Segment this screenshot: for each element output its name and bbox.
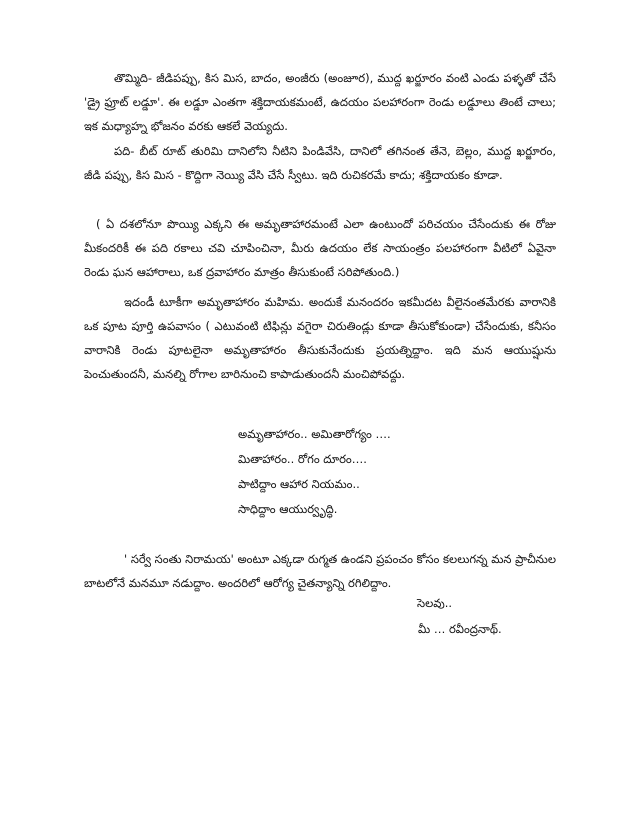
signature: మీ … రవీంద్రనాథ్. — [418, 622, 502, 636]
closing-paragraph: ' సర్వే సంతు నిరామయ' అంటూ ఎక్కడా రుగ్మత ఉండని ప్రపంచం కోసం కలలుగన్న మన ప్రాచీనుల బాటలోనే మనమూ నడుద్దాం. అందరిలో ఆరోగ్య చైతన్యాన్ని రగిలిద్దాం. — [84, 552, 556, 590]
verse-block — [238, 422, 498, 522]
verse-line: అమృతాహారం.. అమితారోగ్యం …. — [238, 427, 391, 441]
verse-line: మితాహారం.. రోగం దూరం…. — [238, 452, 367, 466]
paragraph-summary: ఇదండీ టూకీగా అమృతాహారం మహిమ. అందుకే మనందరం ఇకమీదట వీలైనంతమేరకు వారానికి ఒక పూట పూర్తి ఉపవాసం ( ఎటువంటి టిఫిన్లు వగైరా చిరుతిండ్లు కూడా తీసుకోకుండా) చేసేందుకు, కనీసం వారానికి రెండు పూటలైనా అమృతాహారం తీసుకునేందుకు ప్రయత్నిద్దాం. ఇది మన ఆయుష్షును పెంచుతుందనీ, మనల్ని రోగాల బారినుంచి కాపాడుతుందనీ మంచిపోవద్దు. — [84, 295, 556, 381]
paragraph-note: ( ఏ దశలోనూ పొయ్యి ఎక్కని ఈ అమృతాహారమంటే ఎలా ఉంటుందో పరిచయం చేసేందుకు ఈ రోజు మీకందరికీ ఈ పది రకాలు చవి చూపించినా, మీరు ఉదయం లేక సాయంత్రం పలహారంగా వీటిలో ఏవైనా రెండు ఘన ఆహారాలు, ఒక ద్రవాహారం మాత్రం తీసుకుంటే సరిపోతుంది.) — [84, 217, 556, 279]
thanks-text: సెలవు.. — [417, 596, 453, 610]
paragraph-ten: పది- బీట్ రూట్ తురిమి దానిలోని నీటిని పిండివేసి, దానిలో తగినంత తేనె, బెల్లం, ముద్ద ఖర్జూరం, జీడి పప్పు, కిస మిస - కొద్దిగా నెయ్యి వేసి చేసే స్వీటు. ఇది రుచికరమే కాదు; శక్తిదాయకం కూడా. — [84, 144, 556, 182]
paragraph-nine: తొమ్మిది- జీడిపప్పు, కిస మిస, బాదం, అంజీరు (అంజూర), ముద్ద ఖర్జూరం వంటి ఎండు పళ్ళతో చేసే 'డ్రై ఫ్రూట్ లడ్డూ'. ఈ లడ్డూ ఎంతగా శక్తిదాయకమంటే, ఉదయం పలహారంగా రెండు లడ్డూలు తింటే చాలు; ఇక మధ్యాహ్న భోజనం వరకు ఆకలే వెయ్యదు. — [84, 71, 556, 133]
verse-line: సాధిద్దాం ఆయుర్వృద్ధి. — [238, 502, 338, 516]
verse-line: పాటిద్దాం ఆహార నియమం.. — [238, 477, 360, 491]
